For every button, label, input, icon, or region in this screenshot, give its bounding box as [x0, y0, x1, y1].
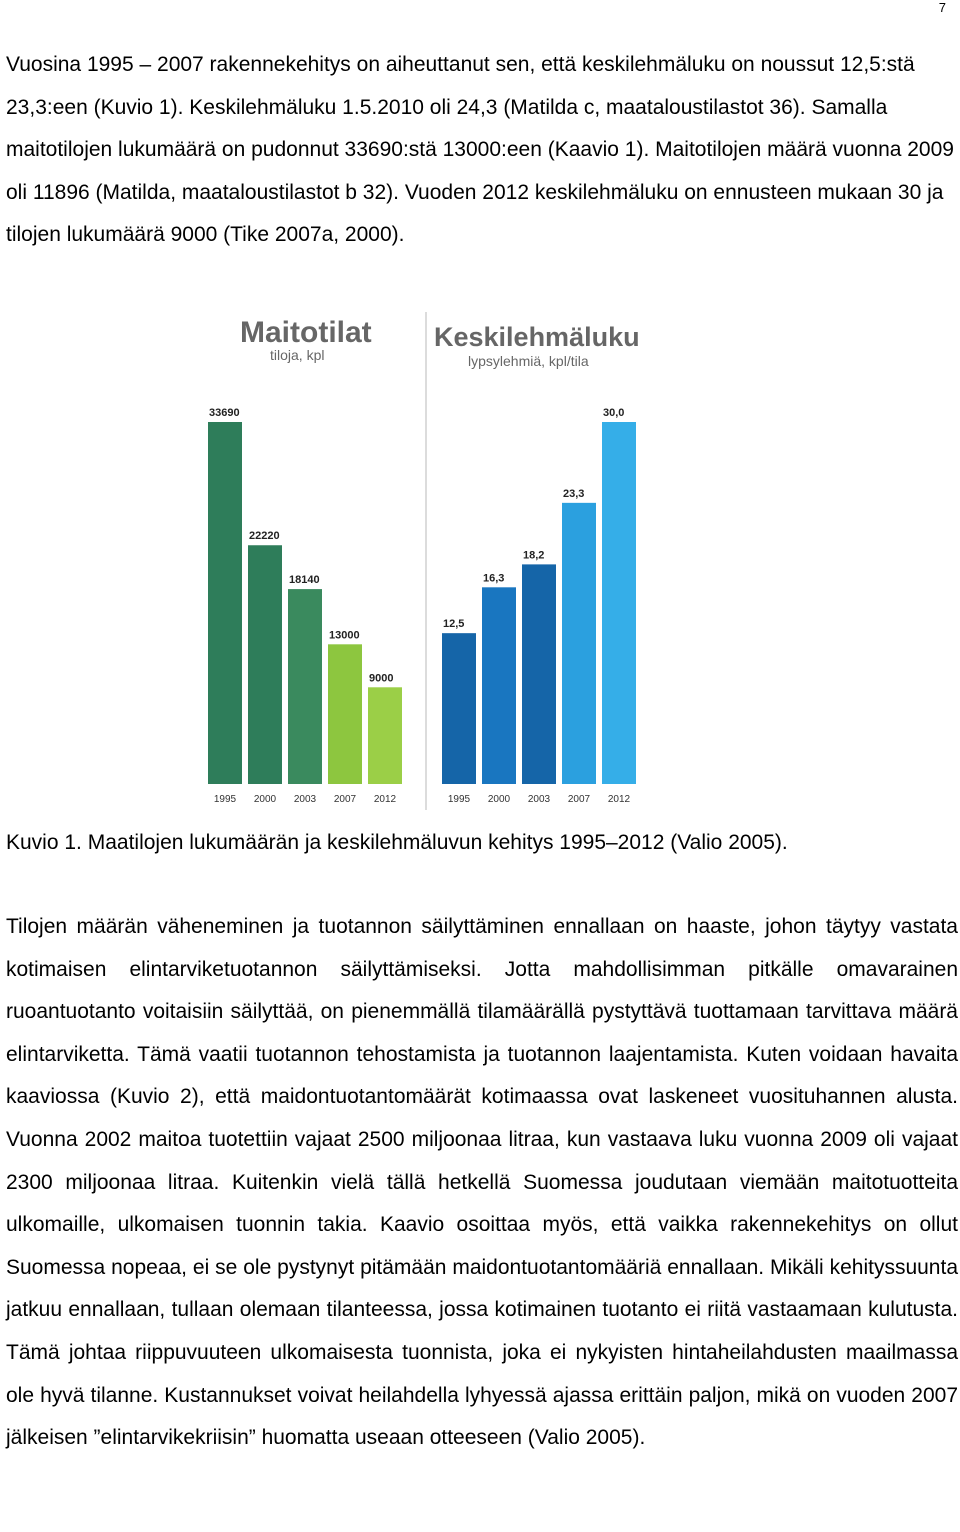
figure-chart [196, 310, 652, 814]
year-label-1-2012: 2012 [607, 794, 631, 805]
value-label-1-2012: 30,0 [603, 407, 625, 419]
year-label-0-2007: 2007 [333, 794, 357, 805]
value-label-1-2000: 16,3 [483, 572, 505, 585]
year-label-0-1995: 1995 [213, 794, 237, 805]
year-label-0-2003: 2003 [293, 794, 317, 805]
chart-title-maitotilat: Maitotilat [240, 316, 372, 349]
year-label-0-2000: 2000 [253, 794, 277, 805]
bar-0-2000 [248, 545, 282, 784]
figure-caption: Kuvio 1. Maatilojen lukumäärän ja keskilehmäluvun kehitys 1995–2012 (Valio 2005). [6, 831, 788, 854]
value-label-0-2003: 18140 [289, 574, 320, 587]
chart-subtitle-keskilehmaluku: lypsylehmiä, kpl/tila [468, 353, 589, 369]
bar-0-2007 [328, 644, 362, 784]
year-label-1-1995: 1995 [447, 794, 471, 805]
value-label-1-2003: 18,2 [523, 549, 545, 562]
value-label-0-2000: 22220 [249, 530, 280, 543]
year-label-1-2003: 2003 [527, 794, 551, 805]
page-number: 7 [938, 0, 946, 15]
dairy-bar-charts [196, 310, 652, 814]
value-label-1-2007: 23,3 [563, 487, 585, 500]
year-label-1-2007: 2007 [567, 794, 591, 805]
value-label-0-1995: 33690 [209, 407, 240, 419]
bar-0-1995 [208, 422, 242, 784]
bar-1-2007 [562, 503, 596, 784]
value-label-1-1995: 12,5 [443, 618, 465, 631]
year-label-1-2000: 2000 [487, 794, 511, 805]
value-label-0-2012: 9000 [369, 672, 394, 685]
value-label-0-2007: 13000 [329, 629, 360, 642]
bar-1-2000 [482, 587, 516, 784]
bar-0-2012 [368, 687, 402, 784]
year-label-0-2012: 2012 [373, 794, 397, 805]
bar-1-2012 [602, 422, 636, 784]
chart-title-keskilehmaluku: Keskilehmäluku [434, 322, 640, 352]
body-paragraph: Tilojen määrän väheneminen ja tuotannon säilyttäminen ennallaan on haaste, johon täytyy vastata kotimaisen elintarviketuotannon säilyttämiseksi. Jotta mahdollisimman pitkälle omavarainen ruoantuotanto voitaisiin säilyttää, on pienemmällä tilamäärällä pystyttävä tuottamaan tarvittava määrä elintarviketta. Tämä vaatii tuotannon tehostamista ja tuotannon laajentamista. Kuten voidaan havaita kaaviossa (Kuvio 2), että maidontuotantomäärät kotimaassa ovat laskeneet vuosituhannen alusta. Vuonna 2002 maitoa tuotettiin vajaat 2500 miljoonaa litraa, kun vastaava luku vuonna 2009 oli vajaat 2300 miljoonaa litraa. Kuitenkin vielä tällä hetkellä Suomessa joudutaan viemään maitotuotteita ulkomaille, ulkomaisen tuonnin takia. Kaavio osoittaa myös, että vaikka rakennekehitys on ollut Suomessa nopeaa, ei se ole pystynyt pitämään maidontuotantomääriä ennallaan. Mikäli kehityssuunta jatkuu ennallaan, tullaan olemaan tilanteessa, jossa kotimainen tuotanto ei riitä vastaamaan kulutusta. Tämä johtaa riippuvuuteen ulkomaisesta tuonnista, joka ei nykyisten hintaheilahdusten maailmassa ole hyvä tilanne. Kustannukset voivat heilahdella lyhyessä ajassa erittäin paljon, mikä on vuoden 2007 jälkeisen ”elintarvikekriisin” huomatta useaan otteeseen (Valio 2005). [6, 915, 958, 1450]
bar-1-2003 [522, 564, 556, 784]
bar-0-2003 [288, 589, 322, 784]
chart-subtitle-maitotilat: tiloja, kpl [270, 347, 325, 363]
intro-paragraph: Vuosina 1995 – 2007 rakennekehitys on aiheuttanut sen, että keskilehmäluku on noussut 12,5:stä 23,3:een (Kuvio 1). Keskilehmäluku 1.5.2010 oli 24,3 (Matilda c, maataloustilastot 36). Samalla maitotilojen lukumäärä on pudonnut 33690:stä 13000:een (Kaavio 1). Maitotilojen määrä vuonna 2009 oli 11896 (Matilda, maataloustilastot b 32). Vuoden 2012 keskilehmäluku on ennusteen mukaan 30 ja tilojen lukumäärä 9000 (Tike 2007a, 2000). [6, 53, 954, 247]
bar-1-1995 [442, 633, 476, 784]
